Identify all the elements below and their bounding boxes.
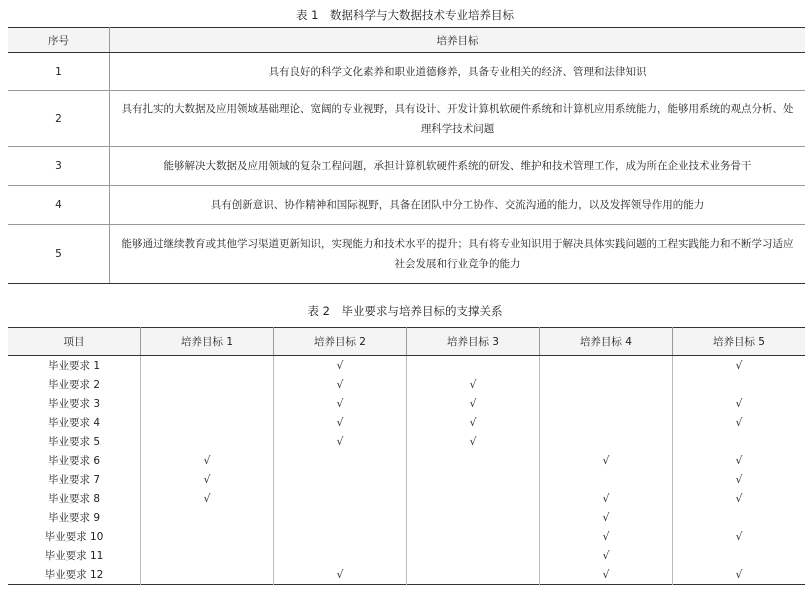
check-mark: √ bbox=[735, 492, 743, 505]
support-cell-goal-1 bbox=[141, 546, 274, 565]
support-cell-goal-1 bbox=[141, 470, 274, 489]
support-cell-goal-5 bbox=[672, 356, 805, 376]
support-cell-goal-4 bbox=[539, 470, 672, 489]
support-cell-goal-4 bbox=[539, 565, 672, 585]
support-cell-goal-3 bbox=[406, 489, 539, 508]
requirement-label: 毕业要求 9 bbox=[8, 508, 141, 527]
table1-header-row bbox=[8, 28, 805, 53]
requirement-label: 毕业要求 1 bbox=[8, 356, 141, 376]
table-row bbox=[8, 565, 805, 585]
table-row bbox=[8, 527, 805, 546]
check-mark: √ bbox=[735, 530, 743, 543]
table2-body bbox=[8, 356, 805, 585]
table2-header-goal-5: 培养目标 5 bbox=[672, 328, 805, 356]
support-cell-goal-4 bbox=[539, 432, 672, 451]
support-cell-goal-3 bbox=[406, 451, 539, 470]
table-row bbox=[8, 186, 805, 225]
training-goals-table bbox=[8, 27, 805, 284]
support-cell-goal-2 bbox=[274, 432, 407, 451]
goal-text: 能够通过继续教育或其他学习渠道更新知识，实现能力和技术水平的提升；具有将专业知识用于解决具体实践问题的工程实践能力和不断学习适应社会发展和行业竞争的能力 bbox=[110, 225, 806, 284]
support-cell-goal-3 bbox=[406, 508, 539, 527]
table-row bbox=[8, 147, 805, 186]
support-cell-goal-5 bbox=[672, 375, 805, 394]
table2-caption: 表 2 毕业要求与培养目标的支撑关系 bbox=[307, 304, 503, 318]
support-cell-goal-1 bbox=[141, 565, 274, 585]
support-cell-goal-2 bbox=[274, 375, 407, 394]
support-cell-goal-2 bbox=[274, 489, 407, 508]
check-mark: √ bbox=[735, 359, 743, 372]
support-cell-goal-2 bbox=[274, 527, 407, 546]
requirement-label: 毕业要求 11 bbox=[8, 546, 141, 565]
support-cell-goal-5 bbox=[672, 489, 805, 508]
requirement-label: 毕业要求 10 bbox=[8, 527, 141, 546]
support-cell-goal-4 bbox=[539, 375, 672, 394]
support-cell-goal-5 bbox=[672, 413, 805, 432]
table-row bbox=[8, 508, 805, 527]
goal-number: 2 bbox=[8, 91, 110, 147]
support-cell-goal-3 bbox=[406, 394, 539, 413]
support-cell-goal-3 bbox=[406, 527, 539, 546]
support-cell-goal-3 bbox=[406, 356, 539, 376]
support-cell-goal-4 bbox=[539, 451, 672, 470]
support-cell-goal-4 bbox=[539, 394, 672, 413]
check-mark: √ bbox=[735, 397, 743, 410]
check-mark: √ bbox=[336, 359, 344, 372]
support-cell-goal-1 bbox=[141, 375, 274, 394]
support-cell-goal-2 bbox=[274, 470, 407, 489]
goal-text: 具有扎实的大数据及应用领域基础理论、宽阔的专业视野，具有设计、开发计算机软硬件系统和计算机应用系统能力，能够用系统的观点分析、处理科学技术问题 bbox=[110, 91, 806, 147]
support-cell-goal-5 bbox=[672, 508, 805, 527]
table2-header-goal-2: 培养目标 2 bbox=[274, 328, 407, 356]
check-mark: √ bbox=[602, 511, 610, 524]
table-row bbox=[8, 546, 805, 565]
table-row bbox=[8, 470, 805, 489]
support-cell-goal-1 bbox=[141, 432, 274, 451]
check-mark: √ bbox=[735, 454, 743, 467]
support-cell-goal-3 bbox=[406, 470, 539, 489]
check-mark: √ bbox=[602, 549, 610, 562]
check-mark: √ bbox=[203, 454, 211, 467]
requirement-label: 毕业要求 3 bbox=[8, 394, 141, 413]
support-cell-goal-4 bbox=[539, 546, 672, 565]
support-cell-goal-1 bbox=[141, 508, 274, 527]
check-mark: √ bbox=[469, 397, 477, 410]
check-mark: √ bbox=[469, 416, 477, 429]
requirement-label: 毕业要求 12 bbox=[8, 565, 141, 585]
requirement-label: 毕业要求 6 bbox=[8, 451, 141, 470]
goal-number: 1 bbox=[8, 53, 110, 91]
requirement-label: 毕业要求 2 bbox=[8, 375, 141, 394]
goal-text: 具有良好的科学文化素养和职业道德修养，具备专业相关的经济、管理和法律知识 bbox=[110, 53, 806, 91]
table-row bbox=[8, 91, 805, 147]
support-cell-goal-3 bbox=[406, 413, 539, 432]
support-cell-goal-4 bbox=[539, 527, 672, 546]
check-mark: √ bbox=[602, 530, 610, 543]
check-mark: √ bbox=[469, 378, 477, 391]
table1-header-no: 序号 bbox=[8, 28, 110, 53]
goal-number: 3 bbox=[8, 147, 110, 186]
table-row bbox=[8, 53, 805, 91]
support-cell-goal-4 bbox=[539, 356, 672, 376]
support-cell-goal-1 bbox=[141, 527, 274, 546]
support-cell-goal-3 bbox=[406, 432, 539, 451]
support-cell-goal-3 bbox=[406, 565, 539, 585]
check-mark: √ bbox=[735, 416, 743, 429]
goal-number: 4 bbox=[8, 186, 110, 225]
check-mark: √ bbox=[203, 473, 211, 486]
support-cell-goal-1 bbox=[141, 451, 274, 470]
check-mark: √ bbox=[336, 435, 344, 448]
table-row bbox=[8, 394, 805, 413]
table-row bbox=[8, 451, 805, 470]
support-cell-goal-4 bbox=[539, 489, 672, 508]
support-cell-goal-1 bbox=[141, 489, 274, 508]
support-cell-goal-5 bbox=[672, 565, 805, 585]
table1-header-goal: 培养目标 bbox=[110, 28, 806, 53]
support-cell-goal-4 bbox=[539, 508, 672, 527]
support-cell-goal-5 bbox=[672, 432, 805, 451]
support-cell-goal-2 bbox=[274, 508, 407, 527]
table-row bbox=[8, 432, 805, 451]
support-cell-goal-2 bbox=[274, 413, 407, 432]
support-cell-goal-2 bbox=[274, 565, 407, 585]
support-cell-goal-2 bbox=[274, 451, 407, 470]
requirement-label: 毕业要求 4 bbox=[8, 413, 141, 432]
table2-header-row bbox=[8, 328, 805, 356]
support-cell-goal-1 bbox=[141, 356, 274, 376]
check-mark: √ bbox=[602, 454, 610, 467]
support-cell-goal-3 bbox=[406, 546, 539, 565]
requirement-label: 毕业要求 5 bbox=[8, 432, 141, 451]
check-mark: √ bbox=[735, 473, 743, 486]
support-cell-goal-3 bbox=[406, 375, 539, 394]
table2-header-goal-4: 培养目标 4 bbox=[539, 328, 672, 356]
table-row bbox=[8, 489, 805, 508]
support-cell-goal-1 bbox=[141, 394, 274, 413]
table-row bbox=[8, 356, 805, 376]
check-mark: √ bbox=[602, 492, 610, 505]
support-cell-goal-2 bbox=[274, 356, 407, 376]
table2-header-goal-3: 培养目标 3 bbox=[406, 328, 539, 356]
table2-header-item: 项目 bbox=[8, 328, 141, 356]
check-mark: √ bbox=[336, 416, 344, 429]
table-row bbox=[8, 375, 805, 394]
requirement-label: 毕业要求 8 bbox=[8, 489, 141, 508]
goal-text: 具有创新意识、协作精神和国际视野，具备在团队中分工协作、交流沟通的能力，以及发挥领导作用的能力 bbox=[110, 186, 806, 225]
table1-caption: 表 1 数据科学与大数据技术专业培养目标 bbox=[296, 8, 514, 22]
check-mark: √ bbox=[203, 492, 211, 505]
table-row bbox=[8, 225, 805, 284]
support-cell-goal-5 bbox=[672, 470, 805, 489]
support-cell-goal-5 bbox=[672, 546, 805, 565]
check-mark: √ bbox=[735, 568, 743, 581]
support-cell-goal-4 bbox=[539, 413, 672, 432]
check-mark: √ bbox=[469, 435, 477, 448]
support-cell-goal-1 bbox=[141, 413, 274, 432]
table-row bbox=[8, 413, 805, 432]
support-cell-goal-2 bbox=[274, 546, 407, 565]
support-cell-goal-5 bbox=[672, 451, 805, 470]
goal-number: 5 bbox=[8, 225, 110, 284]
check-mark: √ bbox=[336, 397, 344, 410]
table2-header-goal-1: 培养目标 1 bbox=[141, 328, 274, 356]
requirement-label: 毕业要求 7 bbox=[8, 470, 141, 489]
support-cell-goal-2 bbox=[274, 394, 407, 413]
check-mark: √ bbox=[602, 568, 610, 581]
support-cell-goal-5 bbox=[672, 394, 805, 413]
check-mark: √ bbox=[336, 568, 344, 581]
requirements-support-table bbox=[8, 327, 805, 585]
goal-text: 能够解决大数据及应用领域的复杂工程问题，承担计算机软硬件系统的研发、维护和技术管理工作，成为所在企业技术业务骨干 bbox=[110, 147, 806, 186]
check-mark: √ bbox=[336, 378, 344, 391]
support-cell-goal-5 bbox=[672, 527, 805, 546]
